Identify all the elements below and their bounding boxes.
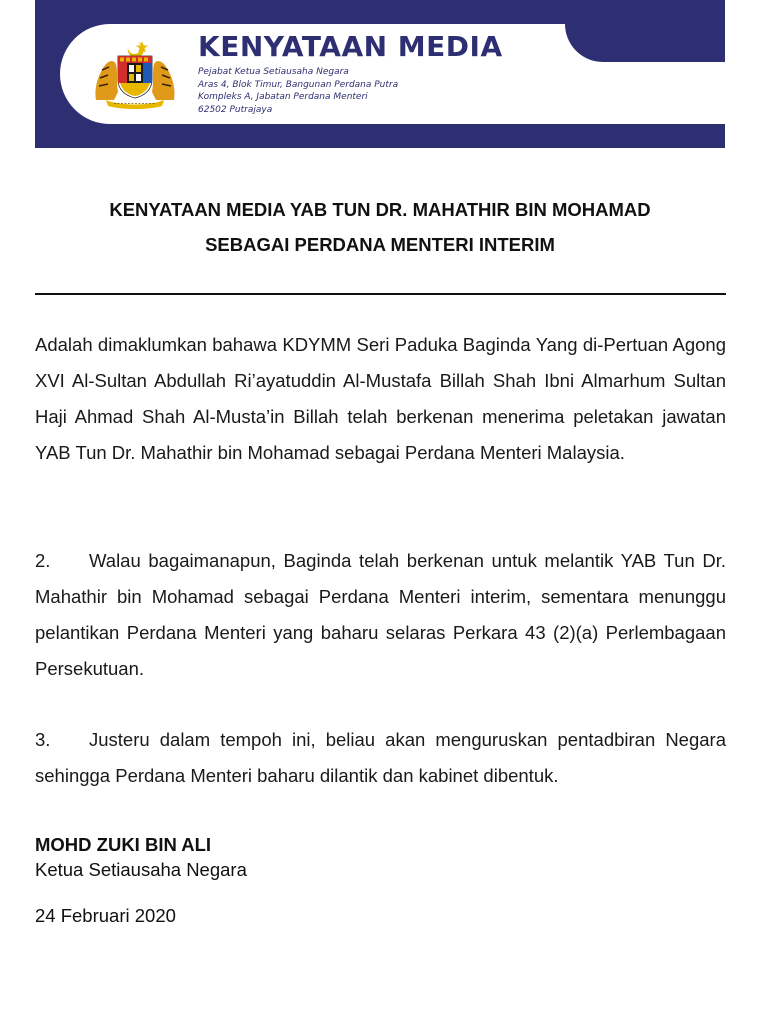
paragraph-text: Justeru dalam tempoh ini, beliau akan menguruskan pentadbiran Negara sehingga Perdana Menteri baharu dilantik dan kabinet dibentuk. — [35, 729, 726, 786]
heading-divider — [35, 293, 726, 295]
header-banner — [35, 0, 725, 148]
signatory-title: Ketua Setiausaha Negara — [35, 859, 247, 880]
address-line: Aras 4, Blok Timur, Bangunan Perdana Putra — [198, 79, 399, 90]
statement-heading-line-1: KENYATAAN MEDIA YAB TUN DR. MAHATHIR BIN MOHAMAD — [109, 199, 651, 220]
paragraph-number: 3. — [35, 729, 51, 750]
office-address — [198, 66, 398, 116]
banner-title: KENYATAAN MEDIA — [198, 30, 503, 63]
paragraph-3 — [35, 722, 726, 794]
paragraph-text: Walau bagaimanapun, Baginda telah berkenan untuk melantik YAB Tun Dr. Mahathir bin Mohamad sebagai Perdana Menteri interim, sementara menunggu pelantikan Perdana Menteri yang baharu selaras Perkara 43 (2)(a) Perlembagaan Persekutuan. — [35, 550, 726, 679]
paragraph-number: 2. — [35, 550, 51, 571]
statement-date: 24 Februari 2020 — [35, 905, 176, 926]
address-line: 62502 Putrajaya — [198, 104, 273, 115]
signatory-name: MOHD ZUKI BIN ALI — [35, 834, 212, 855]
coat-of-arms-icon — [90, 38, 180, 110]
address-line: Pejabat Ketua Setiausaha Negara — [198, 67, 349, 77]
paragraph-text: Adalah dimaklumkan bahawa KDYMM Seri Paduka Baginda Yang di-Pertuan Agong XVI Al-Sultan Abdullah Ri’ayatuddin Al-Mustafa Billah Shah Ibni Almarhum Sultan Haji Ahmad Shah Al-Musta’in Billah telah berkenan menerima peletakan jawatan YAB Tun Dr. Mahathir bin Mohamad sebagai Perdana Menteri Malaysia. — [35, 334, 726, 463]
paragraph-2 — [35, 543, 726, 687]
paragraph-1 — [35, 327, 726, 471]
statement-heading-line-2: SEBAGAI PERDANA MENTERI INTERIM — [205, 234, 555, 255]
banner-notch — [565, 24, 725, 62]
address-line: Kompleks A, Jabatan Perdana Menteri — [198, 92, 368, 102]
